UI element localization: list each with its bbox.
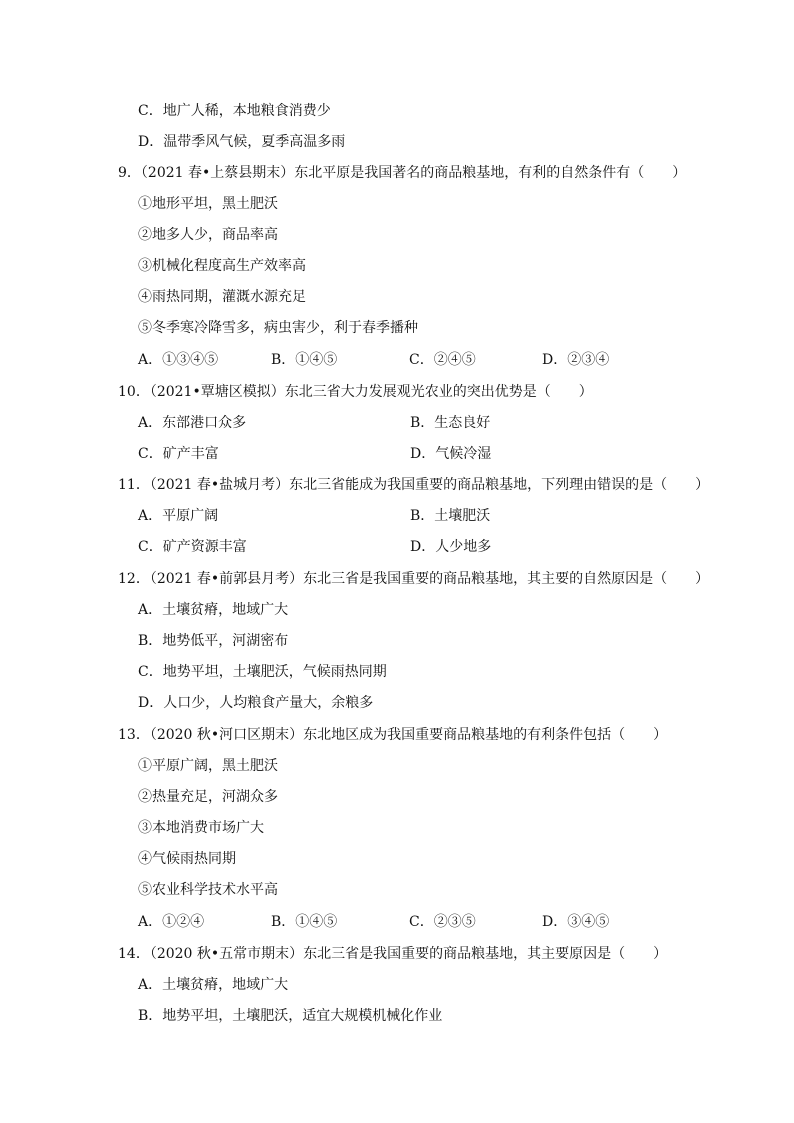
q11-option-c: C．矿产资源丰富 <box>138 539 247 555</box>
q13-option-b: B．①④⑤ <box>271 914 338 930</box>
q11-options-row-1 <box>138 506 598 526</box>
q11-options-row-2 <box>138 537 598 557</box>
q12-stem: 12．（2021 春•前郭县月考）东北三省是我国重要的商品粮基地，其主要的自然原因是（ ） <box>118 571 710 587</box>
q10-option-d: D．气候冷湿 <box>410 446 492 462</box>
q11-option-d: D．人少地多 <box>410 539 492 555</box>
q10-option-c: C．矿产丰富 <box>138 446 219 462</box>
q13-item-4: ④气候雨热同期 <box>138 851 236 867</box>
q10-stem: 10．（2021•覃塘区模拟）东北三省大力发展观光农业的突出优势是（ ） <box>118 384 593 400</box>
q13-item-5: ⑤农业科学技术水平高 <box>138 882 278 898</box>
q9-item-5: ⑤冬季寒冷降雪多，病虫害少，利于春季播种 <box>138 320 418 336</box>
q11-stem: 11．（2021 春•盐城月考）东北三省能成为我国重要的商品粮基地，下列理由错误的是（ ） <box>118 477 710 493</box>
q10-option-a: A．东部港口众多 <box>138 415 247 431</box>
q11-option-b: B．土壤肥沃 <box>410 508 491 524</box>
q12-option-c: C．地势平坦，土壤肥沃，气候雨热同期 <box>138 664 387 680</box>
q9-option-a: A．①③④⑤ <box>138 352 219 368</box>
q9-item-2: ②地多人少，商品率高 <box>138 227 278 243</box>
q9-option-d: D．②③④ <box>542 352 610 368</box>
q14-option-b: B．地势平坦，土壤肥沃，适宜大规模机械化作业 <box>138 1008 443 1024</box>
q13-option-c: C．②③⑤ <box>409 914 476 930</box>
q10-options-row-2 <box>138 444 598 464</box>
q9-option-c: C．②④⑤ <box>409 352 476 368</box>
q8-option-d: D．温带季风气候，夏季高温多雨 <box>138 134 346 150</box>
q12-option-a: A．土壤贫瘠，地域广大 <box>138 602 289 618</box>
q12-option-d: D．人口少，人均粮食产量大，余粮多 <box>138 695 374 711</box>
q13-item-3: ③本地消费市场广大 <box>138 820 264 836</box>
q14-stem: 14．（2020 秋•五常市期末）东北三省是我国重要的商品粮基地，其主要原因是（ ） <box>118 946 668 962</box>
q9-option-b: B．①④⑤ <box>271 352 338 368</box>
q13-option-a: A．①②④ <box>138 914 205 930</box>
q9-item-4: ④雨热同期，灌溉水源充足 <box>138 289 306 305</box>
q13-stem: 13．（2020 秋•河口区期末）东北地区成为我国重要商品粮基地的有利条件包括（ ） <box>118 727 668 743</box>
q12-option-b: B．地势低平，河湖密布 <box>138 633 289 649</box>
q14-option-a: A．土壤贫瘠，地域广大 <box>138 977 289 993</box>
q9-item-1: ①地形平坦，黑土肥沃 <box>138 196 278 212</box>
q9-stem: 9．（2021 春•上蔡县期末）东北平原是我国著名的商品粮基地，有利的自然条件有（ ） <box>118 165 687 181</box>
q13-options <box>138 912 638 932</box>
q10-option-b: B．生态良好 <box>410 415 491 431</box>
q11-option-a: A．平原广阔 <box>138 508 219 524</box>
q13-option-d: D．③④⑤ <box>542 914 610 930</box>
q9-item-3: ③机械化程度高生产效率高 <box>138 258 306 274</box>
q8-option-c: C．地广人稀，本地粮食消费少 <box>138 103 331 119</box>
q13-item-2: ②热量充足，河湖众多 <box>138 789 278 805</box>
q9-options <box>138 350 638 370</box>
q10-options-row-1 <box>138 413 598 433</box>
q13-item-1: ①平原广阔，黑土肥沃 <box>138 758 278 774</box>
